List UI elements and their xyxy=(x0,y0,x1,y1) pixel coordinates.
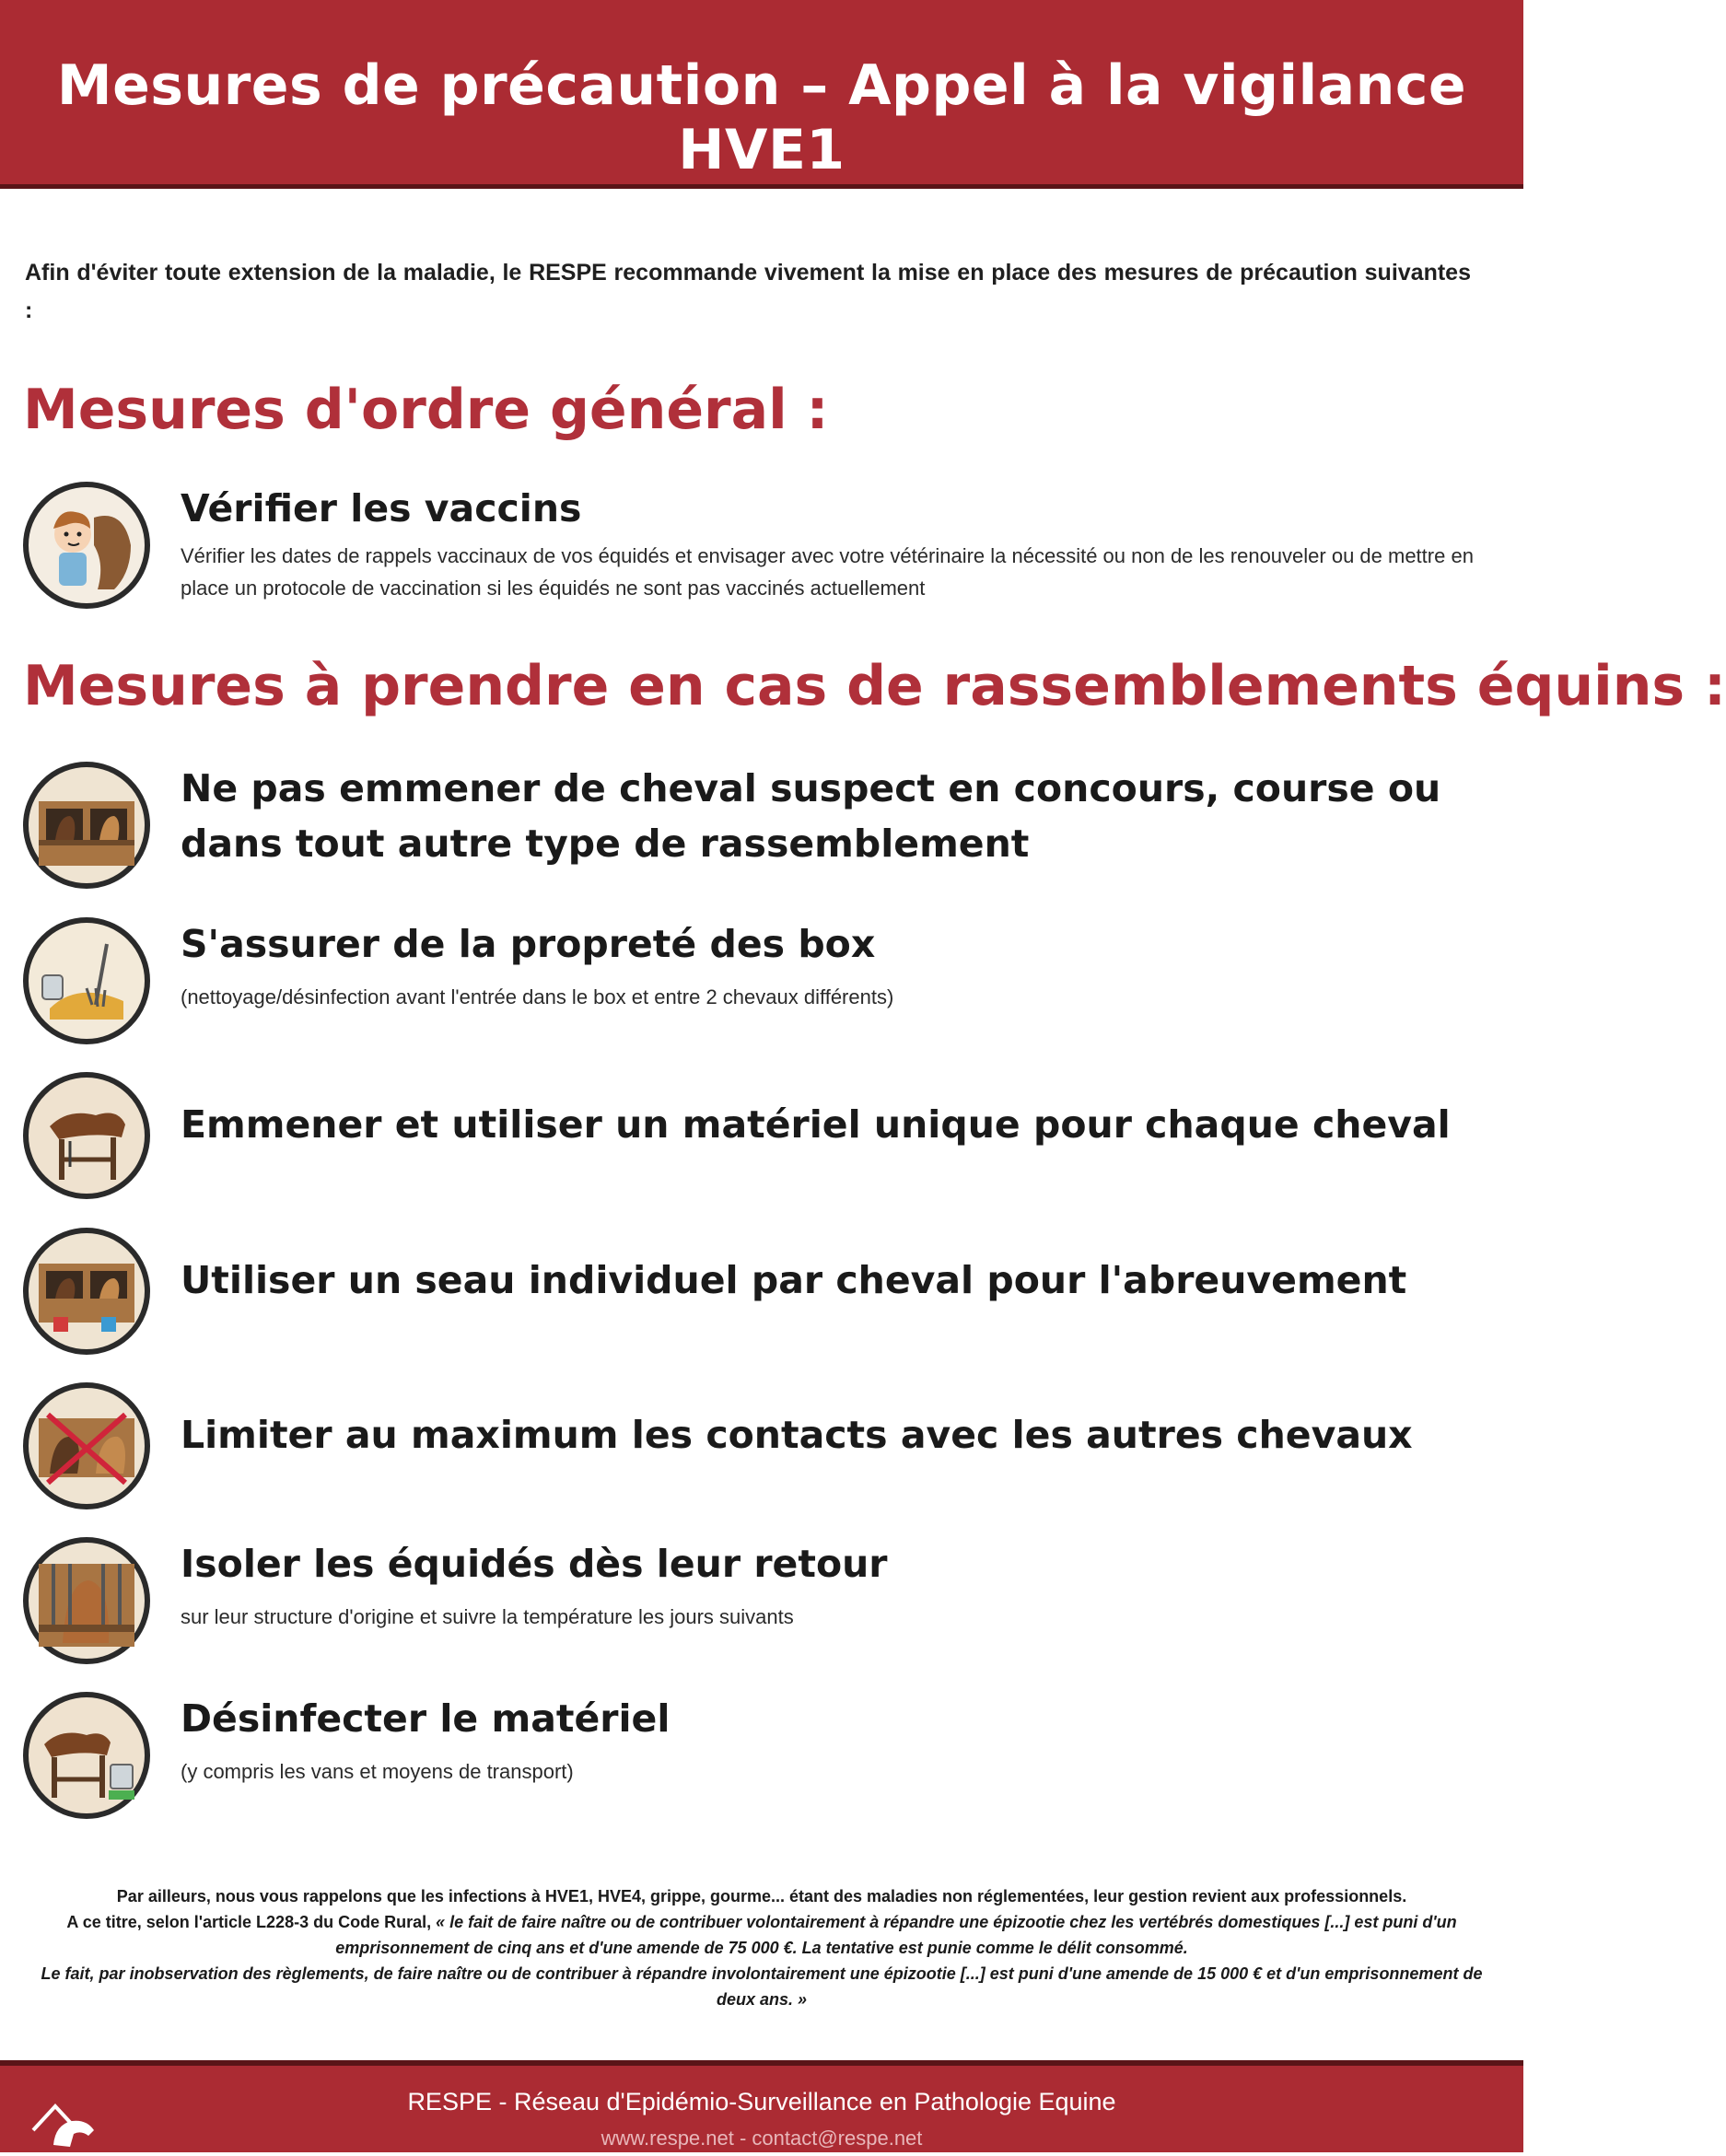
legal-line-2-plain: A ce titre, selon l'article L228-3 du Code Rural, xyxy=(66,1913,437,1931)
item-description: sur leur structure d'origine et suivre la température les jours suivants xyxy=(181,1605,794,1628)
stable-horses-icon xyxy=(22,761,151,890)
measure-item xyxy=(22,481,1496,610)
item-title: Ne pas emmener de cheval suspect en concours, course ou dans tout autre type de rassemblement xyxy=(181,766,1441,866)
footer-contact-links[interactable]: www.respe.net - contact@respe.net xyxy=(601,2127,923,2150)
section-title-gatherings: Mesures à prendre en cas de rassemblements équins : xyxy=(23,654,1726,718)
legal-quote-2: Le fait, par inobservation des règlements, de faire naître ou de contribuer à répandre involontairement une épizootie [...] est puni d'une amende de 15 000 € et d'un emprisonnement de deux ans. » xyxy=(41,1964,1483,2009)
item-title: Désinfecter le matériel xyxy=(181,1696,671,1741)
stable-buckets-icon xyxy=(22,1227,151,1356)
measure-item xyxy=(22,1536,1496,1665)
no-contact-horses-icon xyxy=(22,1381,151,1510)
vaccine-boy-horse-icon xyxy=(22,481,151,610)
footer-organization: RESPE - Réseau d'Epidémio-Surveillance en Pathologie Equine xyxy=(407,2088,1116,2115)
item-title: Isoler les équidés dès leur retour xyxy=(181,1542,888,1586)
section-title-general: Mesures d'ordre général : xyxy=(23,378,829,442)
measure-item xyxy=(22,1691,1496,1820)
item-title: S'assurer de la propreté des box xyxy=(181,922,876,966)
item-title: Vérifier les vaccins xyxy=(181,486,582,530)
legal-line-1: Par ailleurs, nous vous rappelons que les infections à HVE1, HVE4, grippe, gourme... étant des maladies non réglementées, leur gestion revient aux professionnels. xyxy=(116,1887,1407,1905)
page-title: Mesures de précaution – Appel à la vigilance HVE1 xyxy=(56,53,1467,182)
footer-banner xyxy=(0,2060,1523,2152)
legal-line-3 xyxy=(37,1961,1487,2012)
item-description: Vérifier les dates de rappels vaccinaux de vos équidés et envisager avec votre vétérinaire la nécessité ou non de les renouveler ou de mettre en place un protocole de vaccination si les équidés ne sont pas vaccinés actuellement xyxy=(181,544,1474,600)
measure-item xyxy=(22,761,1496,890)
measure-item xyxy=(22,916,1496,1045)
item-title: Emmener et utiliser un matériel unique pour chaque cheval xyxy=(181,1102,1451,1147)
item-description: (nettoyage/désinfection avant l'entrée dans le box et entre 2 chevaux différents) xyxy=(181,985,894,1008)
item-title: Utiliser un seau individuel par cheval pour l'abreuvement xyxy=(181,1258,1407,1302)
measure-item xyxy=(22,1227,1496,1356)
item-title: Limiter au maximum les contacts avec les autres chevaux xyxy=(181,1413,1413,1457)
measure-item xyxy=(22,1071,1496,1200)
measure-item xyxy=(22,1381,1496,1510)
item-description: (y compris les vans et moyens de transport) xyxy=(181,1760,574,1783)
legal-quote: « le fait de faire naître ou de contribuer volontairement à répandre une épizootie chez les vertébrés domestiques [...] est puni d'un emprisonnement de cinq ans et d'une amende de 75 000 €. La tentative est punie comme le délit consommé. xyxy=(335,1913,1457,1957)
legal-notice xyxy=(37,1883,1487,2012)
pitchfork-straw-icon xyxy=(22,916,151,1045)
legal-line-2 xyxy=(37,1909,1487,1961)
intro-paragraph: Afin d'éviter toute extension de la maladie, le RESPE recommande vivement la mise en place des mesures de précaution suivantes : xyxy=(25,260,1471,323)
horse-in-stall-icon xyxy=(22,1536,151,1665)
header-banner xyxy=(0,0,1523,189)
saddle-bucket-disinfect-icon xyxy=(22,1691,151,1820)
saddle-rack-icon xyxy=(22,1071,151,1200)
